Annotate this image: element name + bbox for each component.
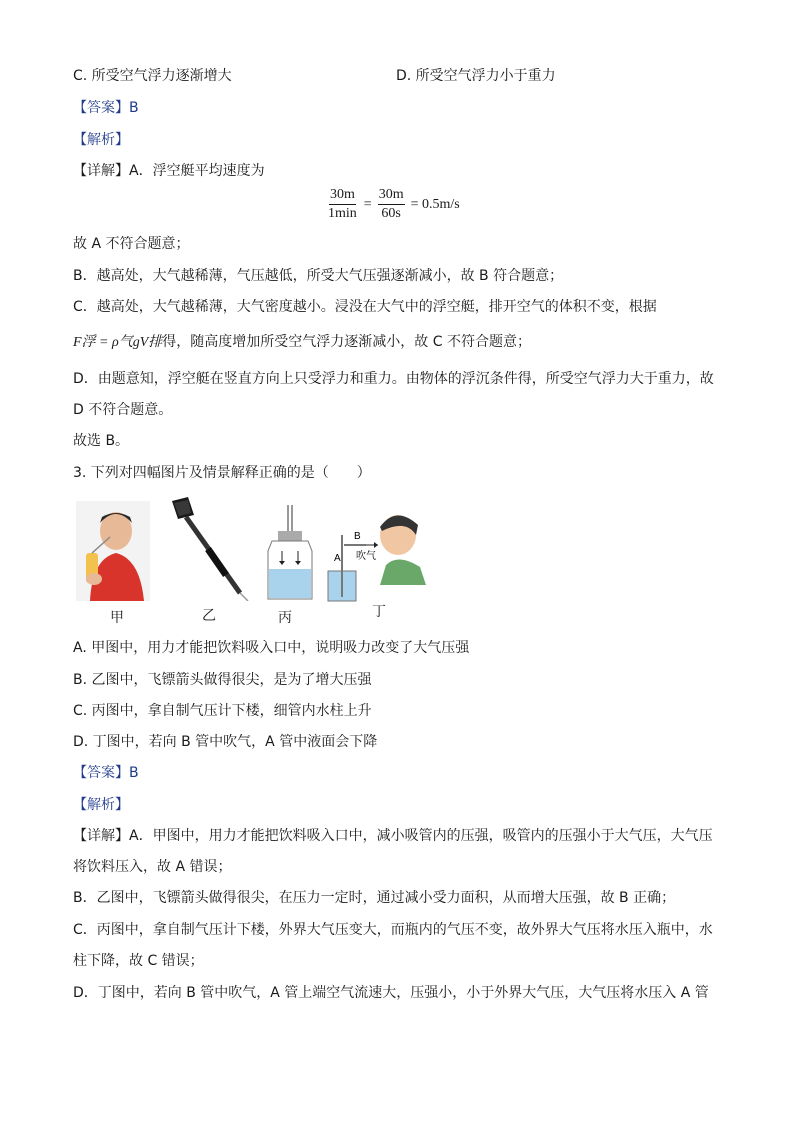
explain-4: C．丙图中，拿自制气压计下楼，外界大气压变大，而瓶内的气压不变，故外界大气压将水压入瓶中，水 <box>73 922 713 938</box>
caption-bing: 丙 <box>278 610 292 626</box>
analysis-1: 【解析】 <box>73 132 129 148</box>
explain-1: 【详解】A．甲图中，用力才能把饮料吸入口中，减小吸管内的压强，吸管内的压强小于大气压，大气压 <box>73 828 713 844</box>
barometer-bottle-image <box>262 505 322 603</box>
q3-option-b: B. 乙图中，飞镖箭头做得很尖，是为了增大压强 <box>73 672 372 688</box>
line-b: B．越高处，大气越稀薄，气压越低，所受大气压强逐渐减小，故 B 符合题意； <box>73 268 564 284</box>
line-c2 <box>73 332 531 353</box>
q3-option-c: C. 丙图中，拿自制气压计下楼，细管内水柱上升 <box>73 703 372 719</box>
boy-drinking-image <box>76 501 150 601</box>
explain-3: B．乙图中，飞镖箭头做得很尖，在压力一定时，通过减小受力面积，从而增大压强，故 B 正确； <box>73 890 676 906</box>
line-a: 故 A 不符合题意； <box>73 236 190 252</box>
choose-line: 故选 B。 <box>73 433 130 449</box>
explain-6: D．丁图中，若向 B 管中吹气，A 管上端空气流速大，压强小，小于外界大气压，大气压将水压入 A 管 <box>73 985 709 1001</box>
label-b: B <box>354 531 361 542</box>
frac2-num: 30m <box>378 186 405 205</box>
frac2-den: 60s <box>381 206 401 221</box>
line-d2: D 不符合题意。 <box>73 402 173 418</box>
option-d: D. 所受空气浮力小于重力 <box>396 68 556 84</box>
question-3: 3. 下列对四幅图片及情景解释正确的是（ ） <box>73 465 371 481</box>
frac1-num: 30m <box>329 186 356 205</box>
frac1-den: 1min <box>328 206 357 221</box>
label-a: A <box>334 553 341 564</box>
dart-image <box>168 497 252 601</box>
explain-5: 柱下降，故 C 错误； <box>73 953 204 969</box>
answer-1: 【答案】B <box>73 100 139 116</box>
explain-2: 将饮料压入，故 A 错误； <box>73 859 232 875</box>
line-c1: C．越高处，大气越稀薄，大气密度越小。浸没在大气中的浮空艇，排开空气的体积不变，根据 <box>73 299 657 315</box>
q3-option-a: A. 甲图中，用力才能把饮料吸入口中，说明吸力改变了大气压强 <box>73 640 470 656</box>
analysis-2: 【解析】 <box>73 797 129 813</box>
caption-jia: 甲 <box>110 610 124 626</box>
speed-formula: 30m 1min = $\frac{30m}{60s}$ = 0.5m/s <box>328 187 460 221</box>
line-c2-text: 得，随高度增加所受空气浮力逐渐减小，故 C 不符合题意； <box>162 334 531 350</box>
q3-option-d: D. 丁图中，若向 B 管中吹气，A 管中液面会下降 <box>73 734 378 750</box>
option-c: C. 所受空气浮力逐渐增大 <box>73 68 232 84</box>
formula-result: = 0.5m/s <box>410 196 460 212</box>
caption-ding: 丁 <box>372 604 386 620</box>
answer-2: 【答案】B <box>73 765 139 781</box>
detail-1: 【详解】A．浮空艇平均速度为 <box>73 163 265 179</box>
caption-yi: 乙 <box>202 608 216 624</box>
question-figure <box>76 497 436 627</box>
label-blow: 吹气 <box>356 551 376 562</box>
buoyancy-formula: F浮 = ρ气gV排 <box>73 335 163 350</box>
tube-blowing-image <box>326 505 432 603</box>
line-d1: D．由题意知，浮空艇在竖直方向上只受浮力和重力。由物体的浮沉条件得，所受空气浮力大于重力，故 <box>73 371 714 387</box>
